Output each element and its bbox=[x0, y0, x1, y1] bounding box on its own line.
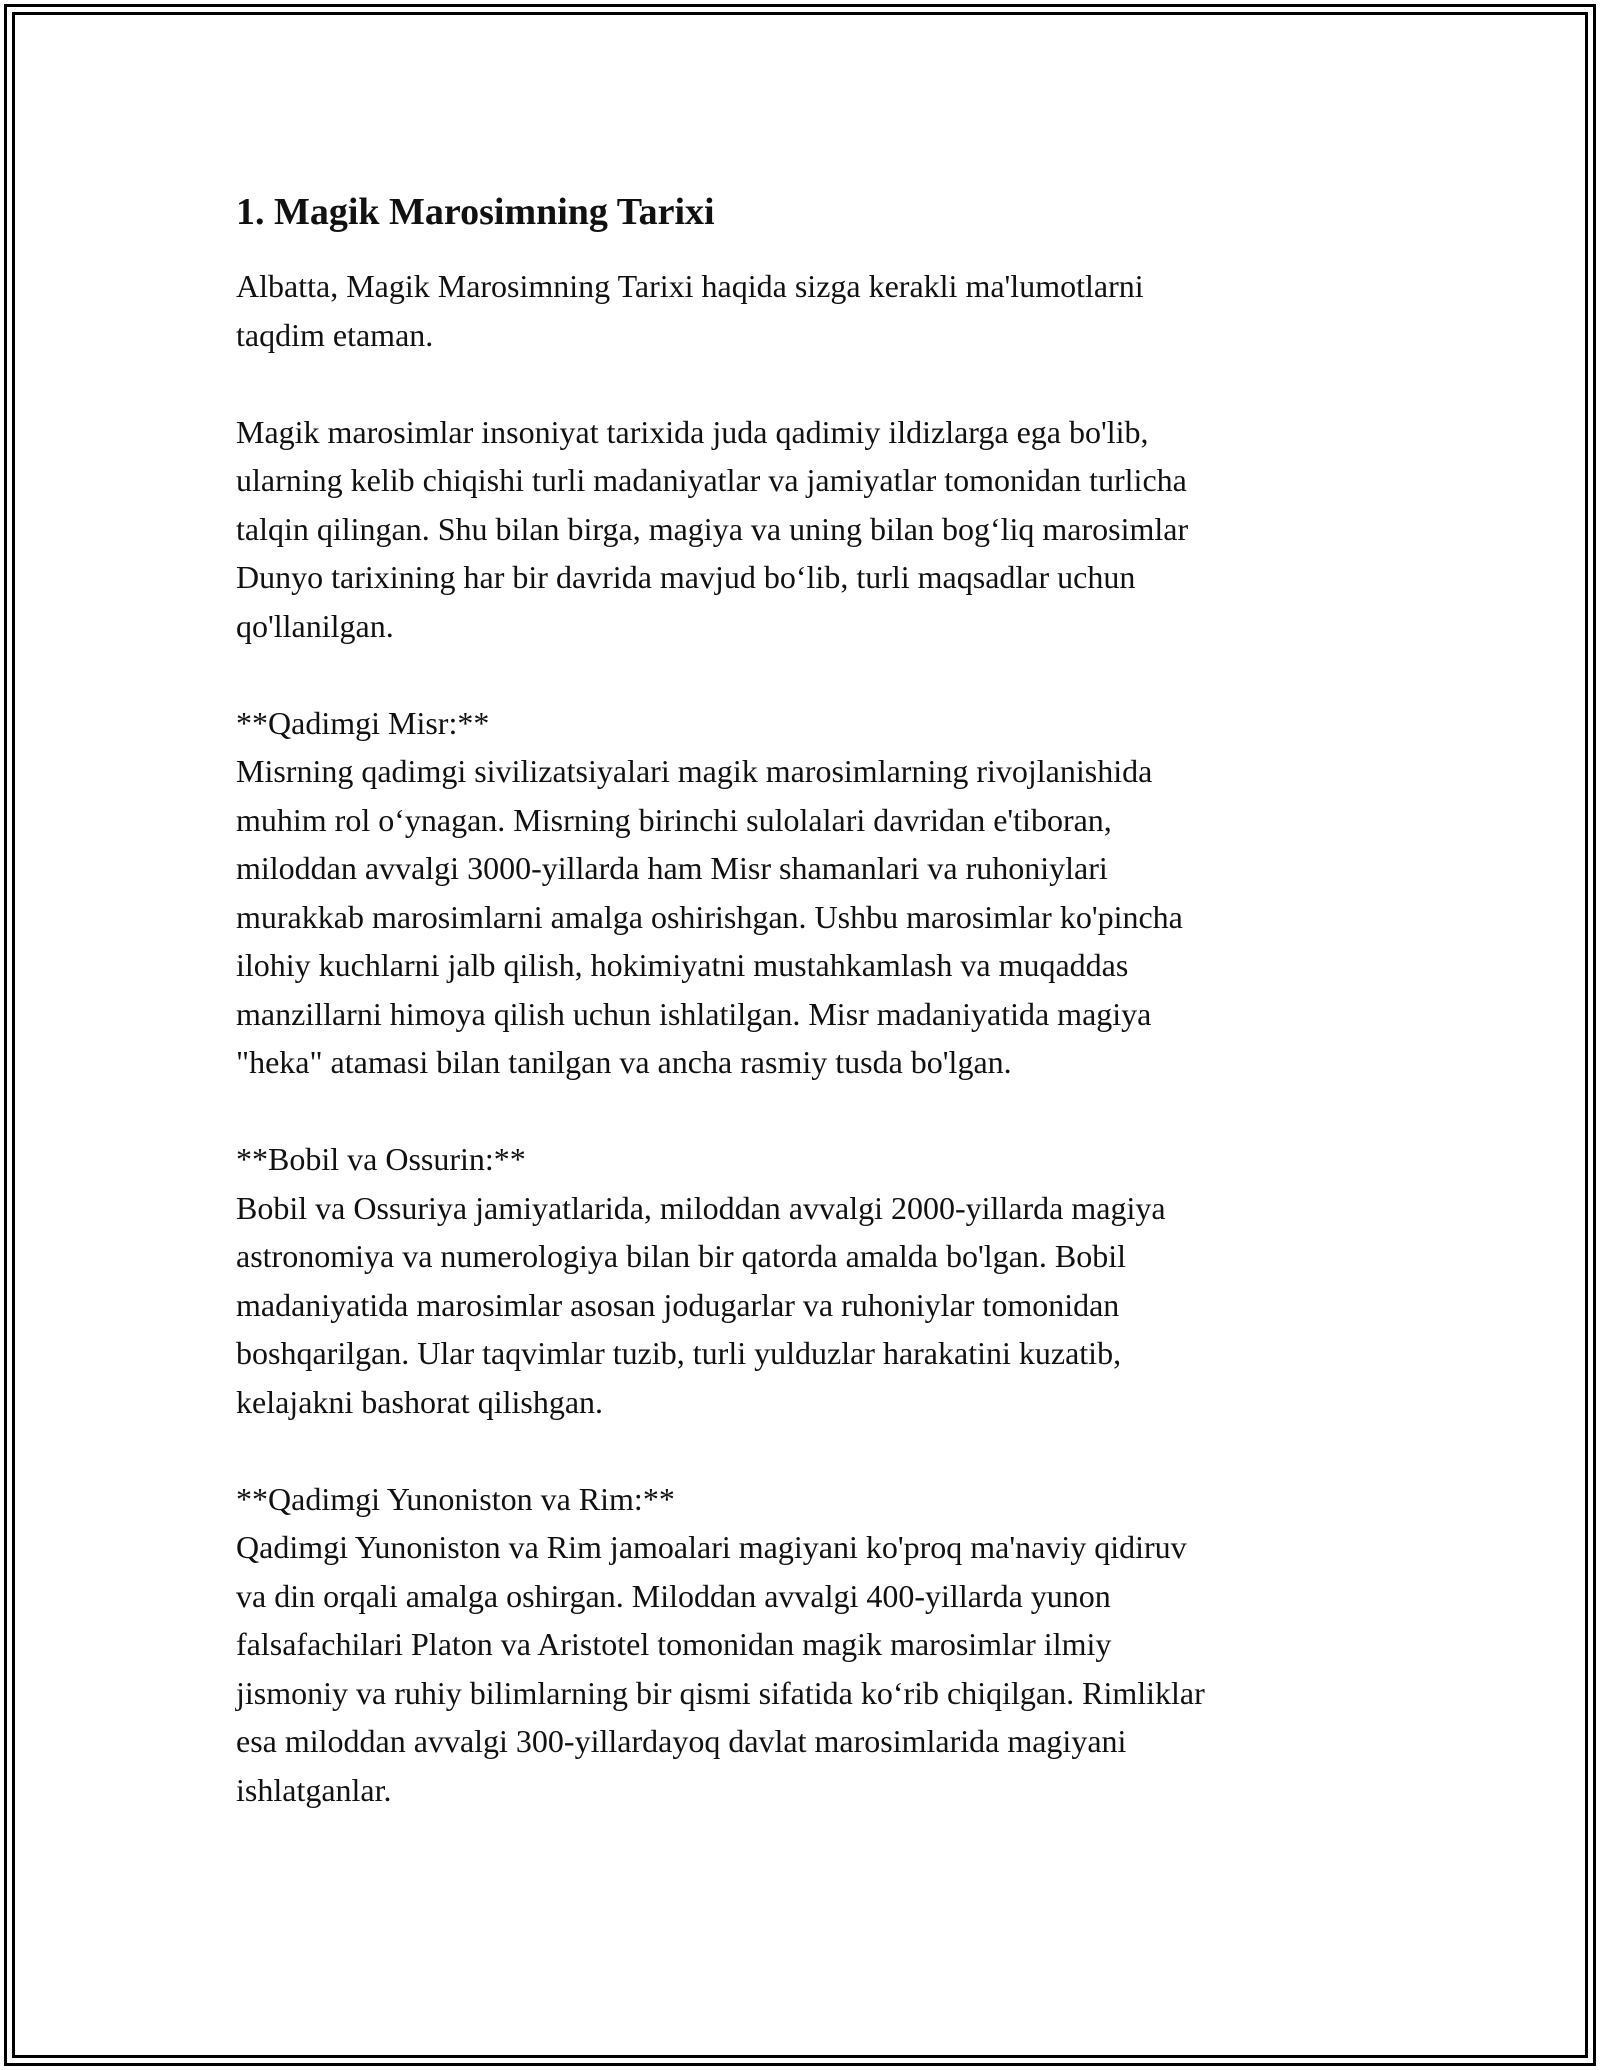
section-egypt bbox=[236, 699, 1366, 1087]
intro-paragraph: Albatta, Magik Marosimning Tarixi haqida sizga kerakli ma'lumotlarni taqdim etaman. bbox=[236, 268, 1144, 353]
section-body: Misrning qadimgi sivilizatsiyalari magik marosimlarning rivojlanishida muhim rol o‘ynagan. Misrning birinchi sulolalari davridan e'tiboran, miloddan avvalgi 3000-yillarda ham Misr shamanlari va ruhoniylari murakkab marosimlarni amalga oshirishgan. Ushbu marosimlar ko'pincha ilohiy kuchlarni jalb qilish, hokimiyatni mustahkamlash va muqaddas manzillarni himoya qilish uchun ishlatilgan. Misr madaniyatida magiya "heka" atamasi bilan tanilgan va ancha rasmiy tusda bo'lgan. bbox=[236, 753, 1183, 1080]
section-heading: **Qadimgi Yunoniston va Rim:** bbox=[236, 1480, 675, 1517]
document-body bbox=[236, 186, 1366, 1863]
overview-paragraph: Magik marosimlar insoniyat tarixida juda qadimiy ildizlarga ega bo'lib, ularning kelib chiqishi turli madaniyatlar va jamiyatlar tomonidan turlicha talqin qilingan. Shu bilan birga, magiya va uning bilan bog‘liq marosimlar Dunyo tarixining har bir davrida mavjud bo‘lib, turli maqsadlar uchun qo'llanilgan. bbox=[236, 413, 1189, 644]
section-heading: **Bobil va Ossurin:** bbox=[236, 1141, 526, 1177]
document-title: 1. Magik Marosimning Tarixi bbox=[236, 191, 715, 233]
section-body: Qadimgi Yunoniston va Rim jamoalari magiyani ko'proq ma'naviy qidiruv va din orqali amalga oshirgan. Miloddan avvalgi 400-yillarda yunon falsafachilari Platon va Aristotel tomonidan magik marosimlar ilmiy jismoniy va ruhiy bilimlarning bir qismi sifatida ko‘rib chiqilgan. Rimliklar esa miloddan avvalgi 300-yillardayoq davlat marosimlarida magiyani ishlatganlar. bbox=[236, 1529, 1205, 1808]
section-babylon bbox=[236, 1135, 1366, 1426]
section-heading: **Qadimgi Misr:** bbox=[236, 704, 490, 741]
section-greece-rome bbox=[236, 1475, 1366, 1815]
section-body: Bobil va Ossuriya jamiyatlarida, miloddan avvalgi 2000-yillarda magiya astronomiya va numerologiya bilan bir qatorda amalda bo'lgan. Bobil madaniyatida marosimlar asosan jodugarlar va ruhoniylar tomonidan boshqarilgan. Ular taqvimlar tuzib, turli yulduzlar harakatini kuzatib, kelajakni bashorat qilishgan. bbox=[236, 1189, 1166, 1420]
